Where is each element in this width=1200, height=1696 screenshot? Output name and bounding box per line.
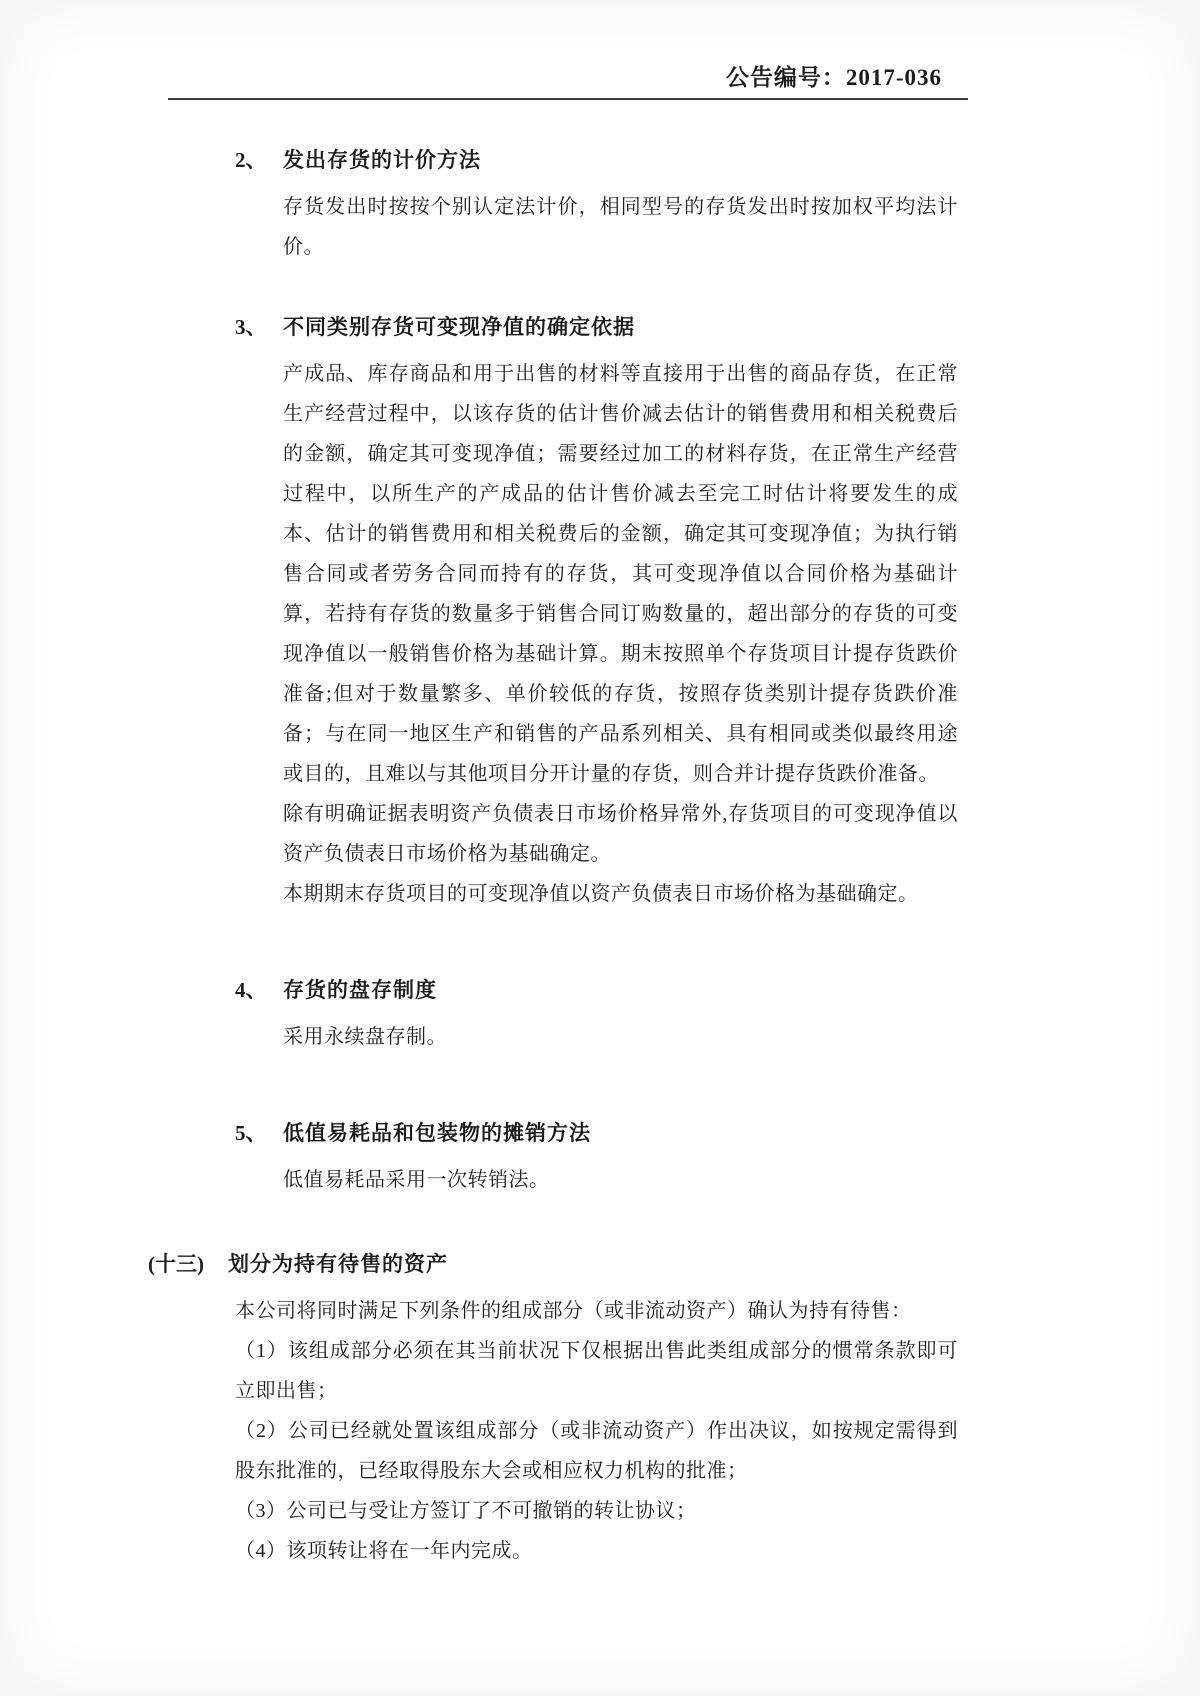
section-4-title: 存货的盘存制度 [283,979,437,1002]
section-3-heading [235,307,958,348]
announcement-number: 公告编号：2017-036 [725,65,942,90]
header-divider [168,98,968,100]
paragraph: 本期期末存货项目的可变现净值以资产负债表日市场价格为基础确定。 [283,883,919,905]
section-5-title: 低值易耗品和包装物的摊销方法 [283,1122,591,1145]
paragraph: 低值易耗品采用一次转销法。 [283,1169,550,1191]
section-3-title: 不同类别存货可变现净值的确定依据 [283,316,635,339]
paragraph: 产成品、库存商品和用于出售的材料等直接用于出售的商品存货，在正常生产经营过程中，以该存货的估计售价减去估计的销售费用和相关税费后的金额，确定其可变现净值；需要经过加工的材料存货，在正常生产经营过程中，以所生产的产成品的估计售价减去至完工时估计将要发生的成本、估计的销售费用和相关税费后的金额，确定其可变现净值；为执行销售合同或者劳务合同而持有的存货，其可变现净值以合同价格为基础计算，若持有存货的数量多于销售合同订购数量的，超出部分的存货的可变现净值以一般销售价格为基础计算。期末按照单个存货项目计提存货跌价准备;但对于数量繁多、单价较低的存货，按照存货类别计提存货跌价准备；与在同一地区生产和销售的产品系列相关、具有相同或类似最终用途或目的，且难以与其他项目分开计量的存货，则合并计提存货跌价准备。 [283,363,958,785]
section-4-heading [235,970,958,1011]
paragraph: （1）该组成部分必须在其当前状况下仅根据出售此类组成部分的惯常条款即可立即出售； [235,1340,958,1402]
section-2-heading [235,140,958,181]
subsection-13-heading [148,1244,958,1285]
paragraph: （4）该项转让将在一年内完成。 [235,1540,533,1562]
section-4-number: 4、 [235,978,267,1002]
section-2-body [283,187,958,267]
paragraph: （3）公司已与受让方签订了不可撤销的转让协议； [235,1500,697,1522]
section-4-body [283,1017,958,1057]
document-header [0,0,1200,100]
section-5 [235,1113,958,1200]
paragraph: 采用永续盘存制。 [283,1026,447,1048]
paragraph: 除有明确证据表明资产负债表日市场价格异常外,存货项目的可变现净值以资产负债表日市场价格为基础确定。 [283,803,958,865]
section-3 [235,307,958,914]
section-5-body [283,1160,958,1200]
section-5-number: 5、 [235,1121,267,1145]
paragraph: 本公司将同时满足下列条件的组成部分（或非流动资产）确认为持有待售： [235,1300,912,1322]
section-5-heading [235,1113,958,1154]
section-3-body [283,354,958,914]
section-2 [235,140,958,267]
subsection-13 [148,1244,958,1571]
section-4 [235,970,958,1057]
paragraph: 存货发出时按按个别认定法计价，相同型号的存货发出时按加权平均法计价。 [283,196,958,258]
paragraph: （2）公司已经就处置该组成部分（或非流动资产）作出决议，如按规定需得到股东批准的，已经取得股东大会或相应权力机构的批准； [235,1420,958,1482]
subsection-13-number: (十三) [148,1252,204,1276]
section-2-number: 2、 [235,148,267,172]
document-body [0,140,1200,1571]
section-2-title: 发出存货的计价方法 [283,149,481,172]
section-3-number: 3、 [235,315,267,339]
subsection-13-title: 划分为持有待售的资产 [228,1253,448,1276]
subsection-13-body [235,1291,958,1571]
